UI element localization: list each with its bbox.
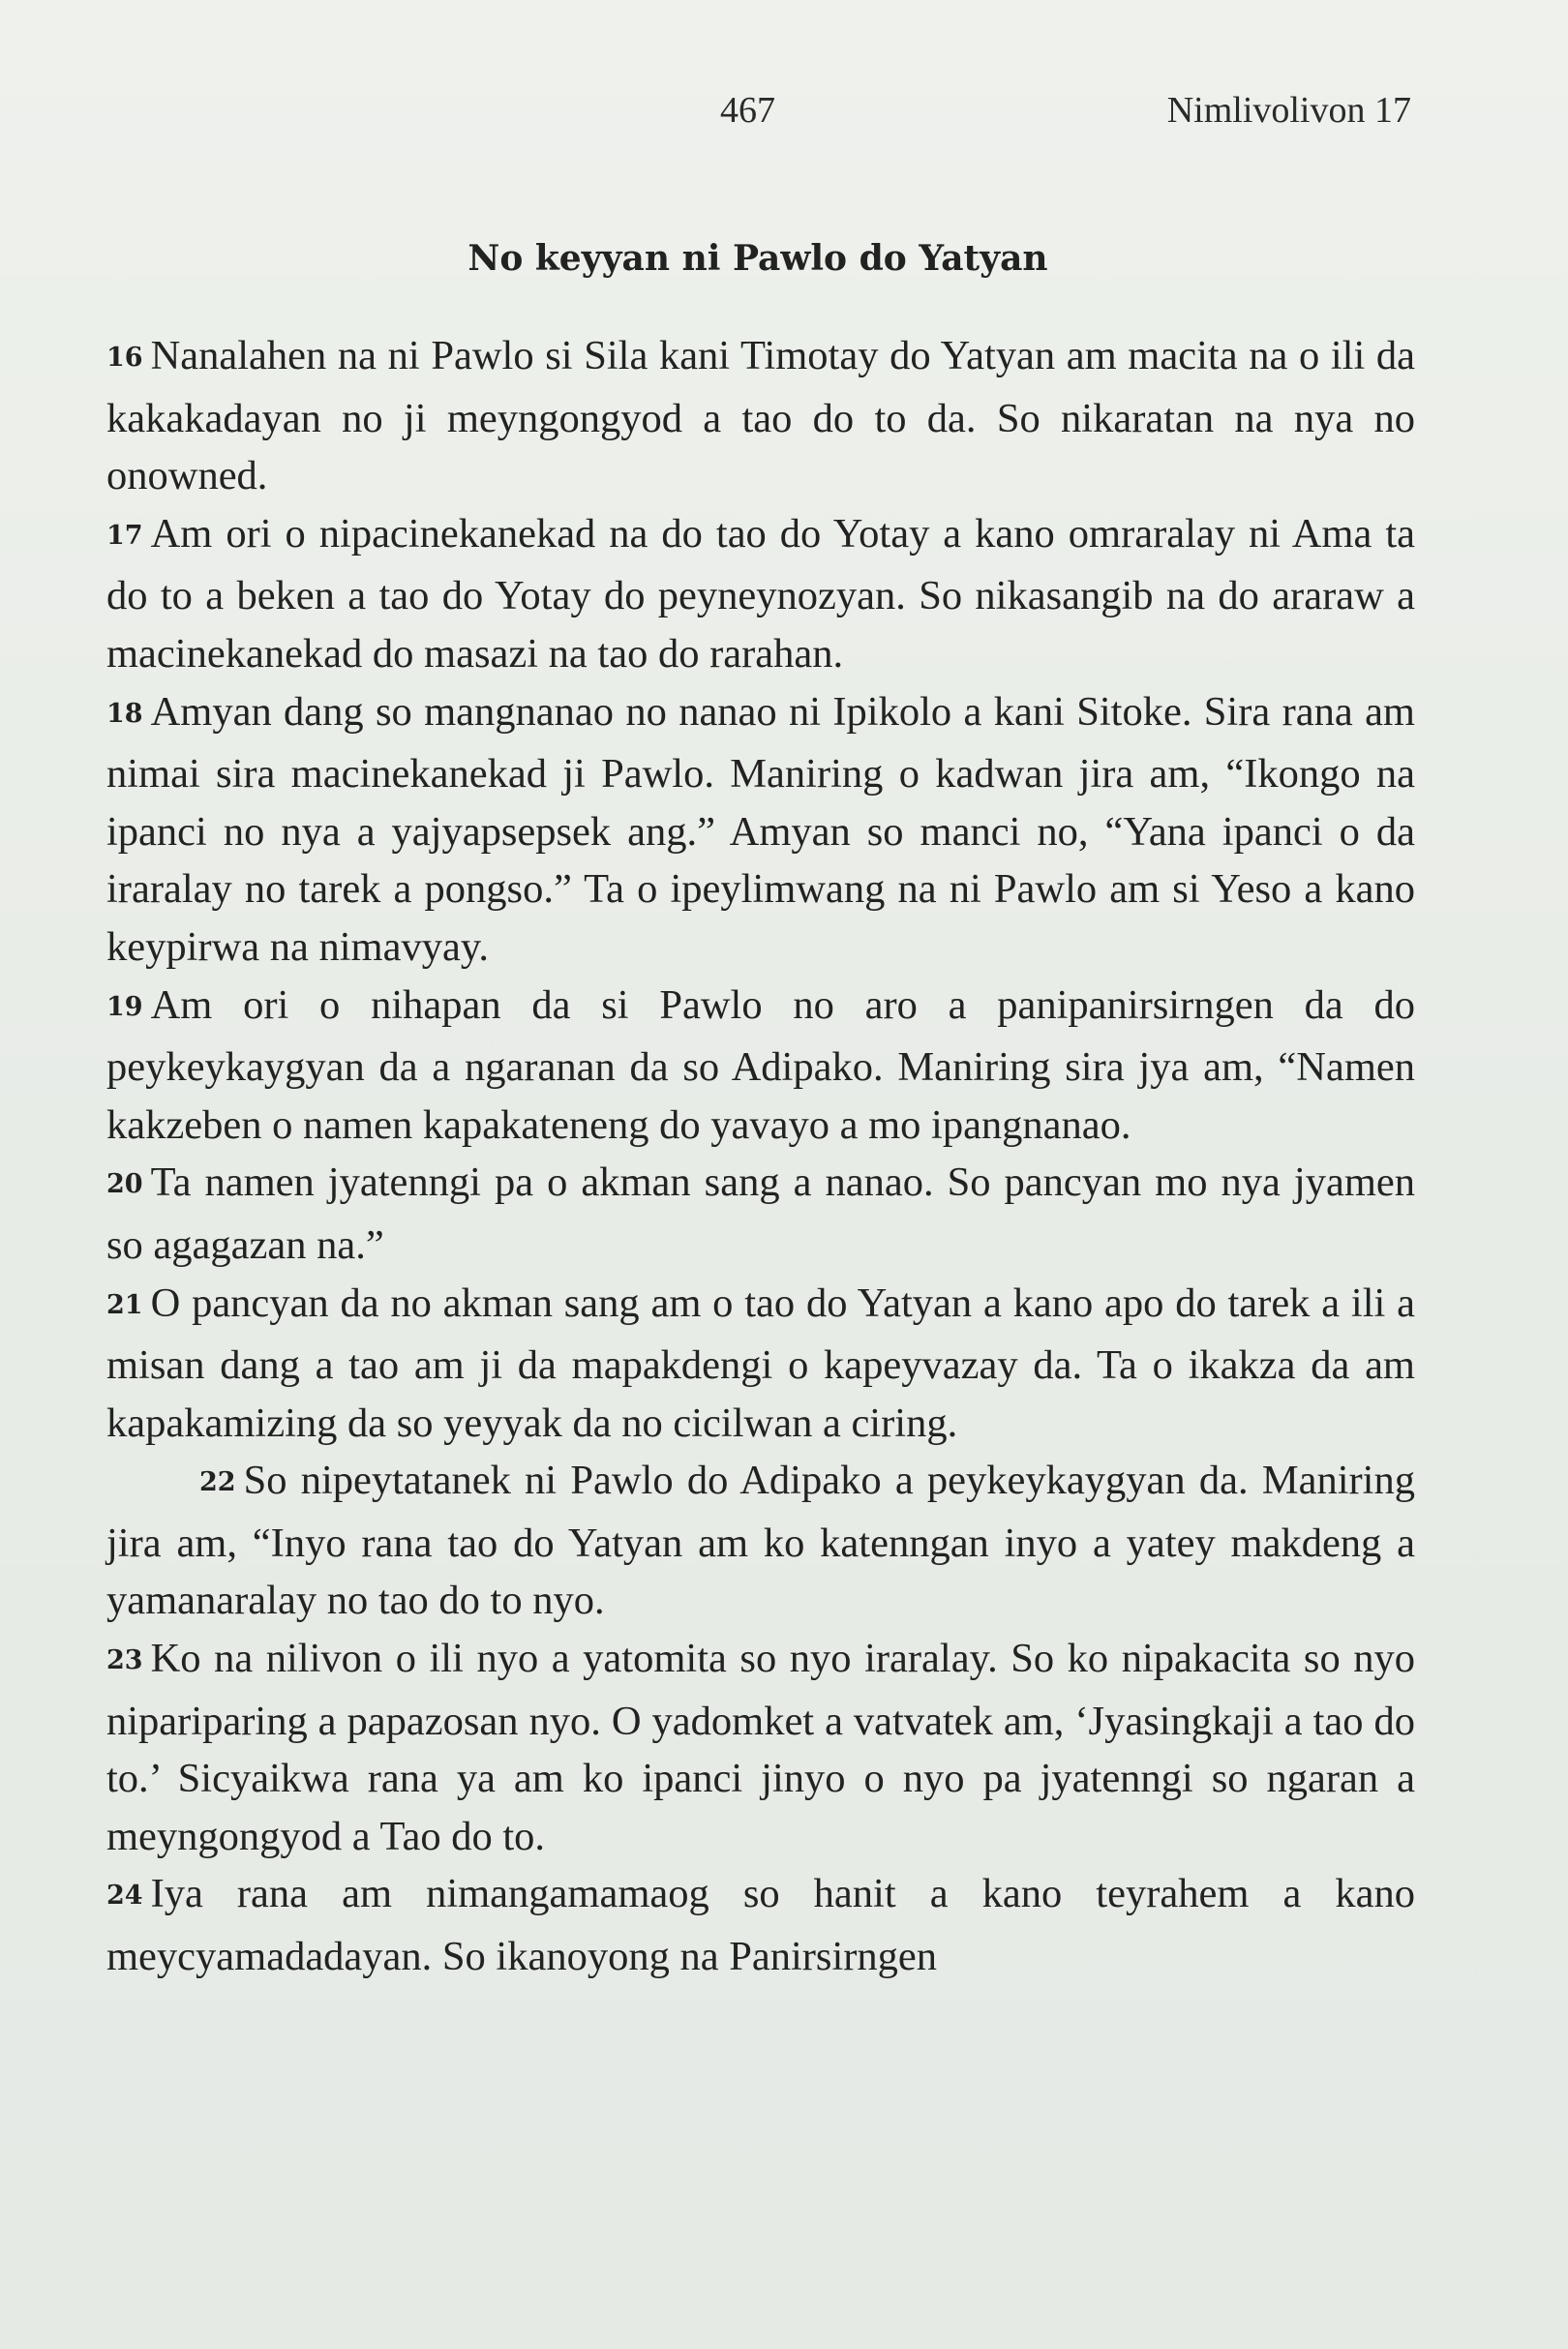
verse-number: 22: [199, 1467, 236, 1498]
verse-text: So nipeytatanek ni Pawlo do Adipako a peykeykaygyan da. Maniring jira am, “Inyo rana tao do Yatyan am ko katenngan inyo a yatey makdeng a yamanaralay no tao do to nyo.: [106, 1458, 1415, 1624]
verse-text: Am ori o nipacinekanekad na do tao do Yotay a kano omraralay ni Ama ta do to a beken a tao do Yotay do peyneynozyan. So nikasangib na do araraw a macinekanekad do masazi na tao do rarahan.: [106, 510, 1415, 677]
verse-text: Amyan dang so mangnanao no nanao ni Ipikolo a kani Sitoke. Sira rana am nimai sira macinekanekad ji Pawlo. Maniring o kadwan jira am, “Ikongo na ipanci no nya a yajyapsepsek ang.” Amyan so manci no, “Yana ipanci o da iraralay no tarek a pongso.” Ta o ipeylimwang na ni Pawlo am si Yeso a kano keypirwa na nimavyay.: [106, 688, 1415, 970]
verse-number: 17: [106, 520, 143, 551]
verse-number: 16: [106, 343, 143, 373]
verse: [106, 1275, 1415, 1453]
verse: [106, 1630, 1415, 1865]
verse: [106, 683, 1415, 977]
verse-number: 20: [106, 1169, 143, 1200]
verse-number: 21: [106, 1289, 143, 1320]
verse: [106, 327, 1415, 505]
verse-text: Ko na nilivon o ili nyo a yatomita so nyo iraralay. So ko nipakacita so nyo nipariparing a papazosan nyo. O yadomket a vatvatek am, ‘Jyasingkaji a tao do to.’ Sicyaikwa rana ya am ko ipanci jinyo o nyo pa jyatenngi so ngaran a meyngongyod a Tao do to.: [106, 1636, 1415, 1859]
verse-text: O pancyan da no akman sang am o tao do Yatyan a kano apo do tarek a ili a misan dang a tao am ji da mapakdengi o kapeyvazay da. Ta o ikakza da am kapakamizing da so yeyyak da no cicilwan a ciring.: [106, 1280, 1415, 1446]
verse: [106, 1865, 1415, 1985]
verse-number: 19: [106, 991, 143, 1022]
verse-number: 18: [106, 698, 143, 729]
book-chapter-title: Nimlivolivon 17: [1166, 90, 1411, 131]
verse: [106, 1154, 1415, 1274]
verse-number: 23: [106, 1645, 143, 1676]
section-heading: No keyyan ni Pawlo do Yatyan: [467, 238, 1048, 279]
verse: [106, 977, 1415, 1155]
verse-text: Am ori o nihapan da si Pawlo no aro a panipanirsirngen da do peykeykaygyan da a ngaranan da so Adipako. Maniring sira jya am, “Namen kakzeben o namen kapakateneng do yavayo a mo ipangnanao.: [106, 981, 1415, 1148]
verse-text: Ta namen jyatenngi pa o akman sang a nanao. So pancyan mo nya jyamen so agagazan na.”: [106, 1159, 1415, 1268]
verse: [106, 1452, 1415, 1630]
running-header: [105, 89, 1411, 147]
scripture-text: [106, 327, 1415, 1986]
verse: [106, 505, 1415, 683]
verse-text: Nanalahen na ni Pawlo si Sila kani Timotay do Yatyan am macita na o ili da kakakadayan no ji meyngongyod a tao do to da. So nikaratan na nya no onowned.: [106, 333, 1415, 499]
page-number: 467: [720, 90, 775, 131]
verse-text: Iya rana am nimangamamaog so hanit a kano teyrahem a kano meycyamadadayan. So ikanoyong na Panirsirngen: [106, 1871, 1415, 1980]
verse-number: 24: [106, 1881, 143, 1912]
